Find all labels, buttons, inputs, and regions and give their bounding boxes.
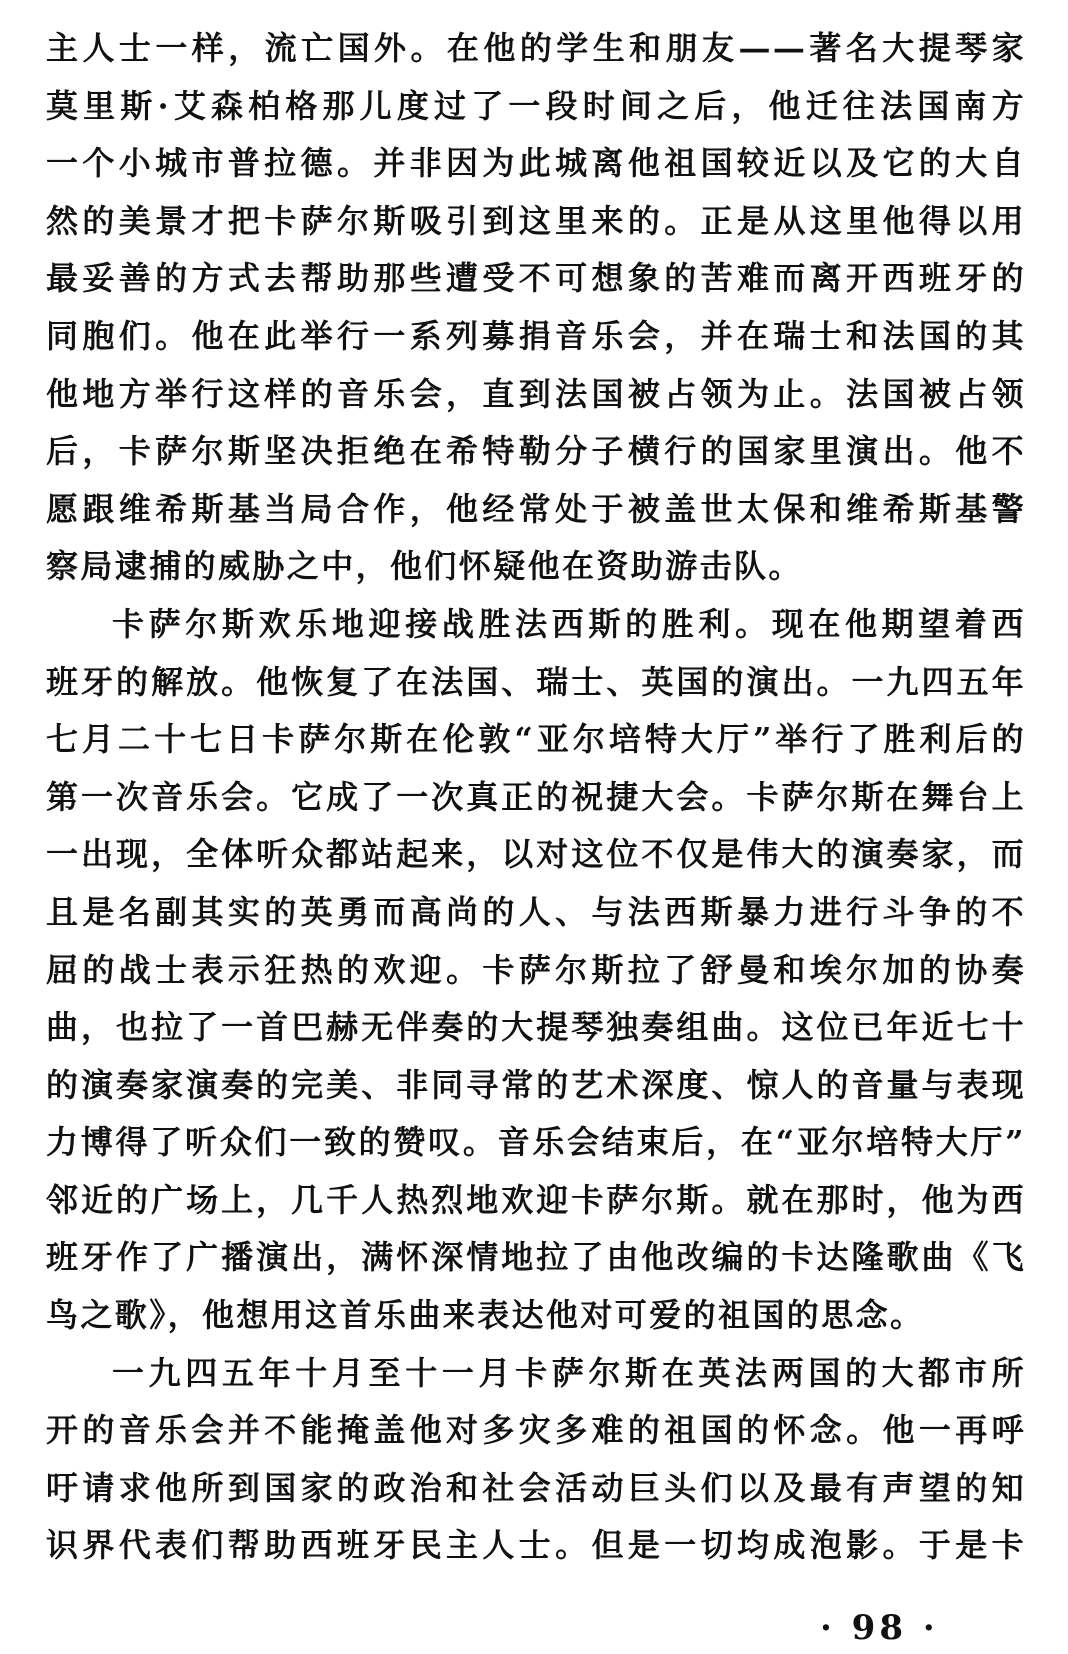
text-line: 一个小城市普拉德。并非因为此城离他祖国较近以及它的大自 [46, 144, 1026, 183]
text-line: 的演奏家演奏的完美、非同寻常的艺术深度、惊人的音量与表现 [46, 1065, 1026, 1104]
paragraph-start-line: 卡萨尔斯欢乐地迎接战胜法西斯的胜利。现在他期望着西 [112, 604, 1026, 643]
text-line: 且是名副其实的英勇而高尚的人、与法西斯暴力进行斗争的不 [46, 892, 1026, 931]
text-line: 察局逮捕的威胁之中，他们怀疑他在资助游击队。 [46, 547, 803, 586]
text-line: 后，卡萨尔斯坚决拒绝在希特勒分子横行的国家里演出。他不 [46, 432, 1026, 471]
text-line: 屈的战士表示狂热的欢迎。卡萨尔斯拉了舒曼和埃尔加的协奏 [46, 950, 1026, 989]
paragraph-start-line: 一九四五年十月至十一月卡萨尔斯在英法两国的大都市所 [112, 1353, 1026, 1392]
text-line: 力博得了听众们一致的赞叹。音乐会结束后，在“亚尔培特大厅” [46, 1123, 1026, 1162]
text-line: 班牙作了广播演出，满怀深情地拉了由他改编的卡达隆歌曲《飞 [46, 1238, 1026, 1277]
text-line: 邻近的广场上，几千人热烈地欢迎卡萨尔斯。就在那时，他为西 [46, 1180, 1026, 1219]
text-line: 然的美景才把卡萨尔斯吸引到这里来的。正是从这里他得以用 [46, 201, 1026, 240]
text-line: 同胞们。他在此举行一系列募捐音乐会，并在瑞士和法国的其 [46, 316, 1026, 355]
text-line: 曲，也拉了一首巴赫无伴奏的大提琴独奏组曲。这位已年近七十 [46, 1008, 1026, 1047]
text-line: 愿跟维希斯基当局合作，他经常处于被盖世太保和维希斯基警 [46, 489, 1026, 528]
text-line: 识界代表们帮助西班牙民主人士。但是一切均成泡影。于是卡 [46, 1526, 1026, 1565]
text-line: 一出现，全体听众都站起来，以对这位不仅是伟大的演奏家，而 [46, 835, 1026, 874]
text-line: 七月二十七日卡萨尔斯在伦敦“亚尔培特大厅”举行了胜利后的 [46, 720, 1026, 759]
text-line: 吁请求他所到国家的政治和社会活动巨头们以及最有声望的知 [46, 1468, 1026, 1507]
text-line: 主人士一样，流亡国外。在他的学生和朋友——著名大提琴家 [46, 29, 1026, 67]
text-line: 最妥善的方式去帮助那些遭受不可想象的苦难而离开西班牙的 [46, 259, 1026, 298]
text-line: 开的音乐会并不能掩盖他对多灾多难的祖国的怀念。他一再呼 [46, 1411, 1026, 1450]
body-text [46, 20, 1026, 1575]
text-line: 班牙的解放。他恢复了在法国、瑞士、英国的演出。一九四五年 [46, 662, 1026, 701]
page-number: · 98 · [820, 1608, 939, 1648]
text-line: 第一次音乐会。它成了一次真正的祝捷大会。卡萨尔斯在舞台上 [46, 777, 1026, 816]
text-line: 莫里斯·艾森柏格那儿度过了一段时间之后，他迁往法国南方 [46, 86, 1026, 125]
text-line: 他地方举行这样的音乐会，直到法国被占领为止。法国被占领 [46, 374, 1026, 413]
text-line: 鸟之歌》，他想用这首乐曲来表达他对可爱的祖国的思念。 [46, 1296, 925, 1335]
